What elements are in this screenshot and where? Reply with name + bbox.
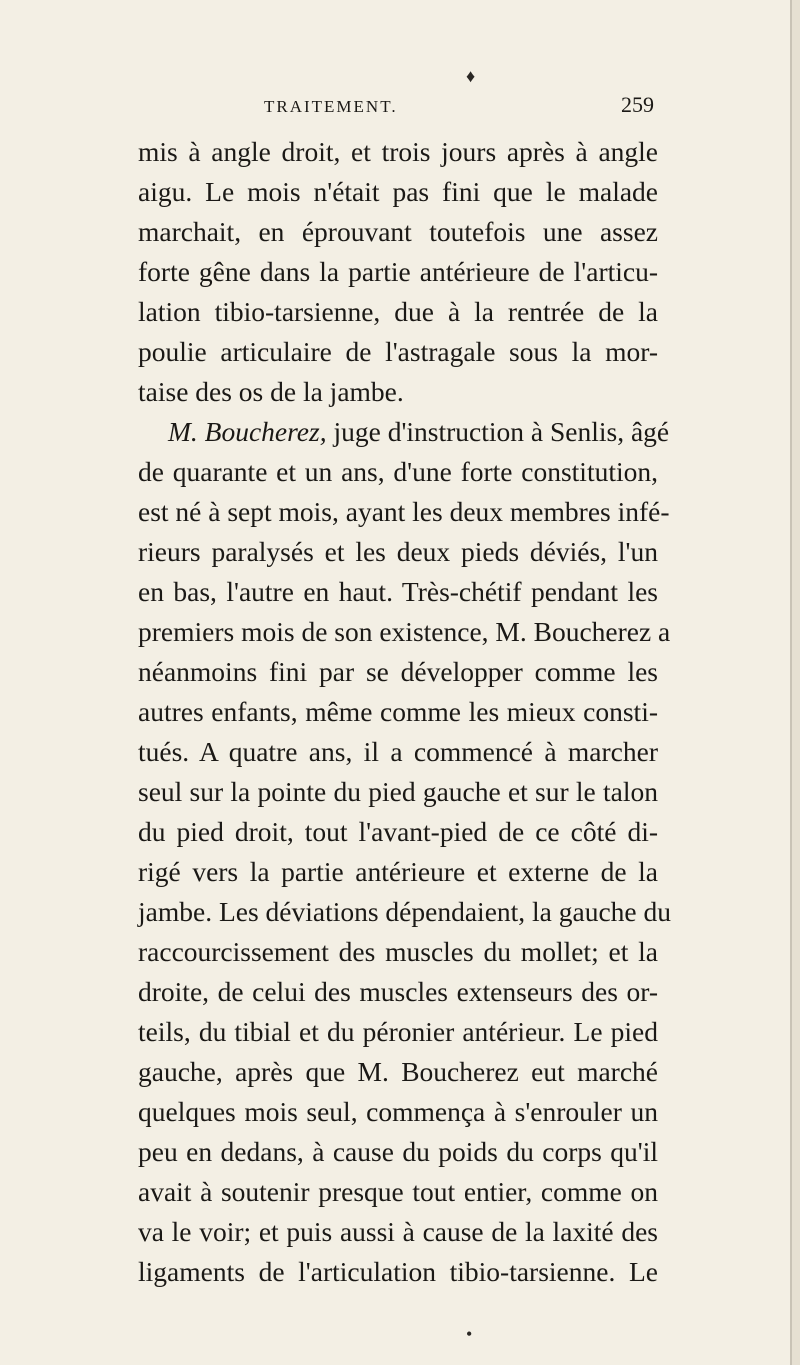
- body-text: [138, 132, 672, 1292]
- text-line: marchait, en éprouvant toutefois une assez: [138, 216, 658, 247]
- text-line: va le voir; et puis aussi à cause de la laxité des: [138, 1216, 658, 1247]
- printer-mark-bottom: •: [466, 1324, 473, 1344]
- running-head: TRAITEMENT.: [264, 97, 398, 116]
- page-number: 259: [621, 92, 654, 117]
- text-line: tués. A quatre ans, il a commencé à marcher: [138, 736, 658, 767]
- page-edge-shadow: [792, 0, 800, 1365]
- text-line: taise des os de la jambe.: [138, 376, 404, 407]
- text-line: poulie articulaire de l'astragale sous la mor-: [138, 336, 658, 367]
- text-line: rigé vers la partie antérieure et externe de la: [138, 856, 658, 887]
- text-line: premiers mois de son existence, M. Boucherez a: [138, 616, 671, 647]
- text-line: rieurs paralysés et les deux pieds déviés, l'un: [138, 536, 658, 567]
- printer-mark-top: ♦: [466, 66, 476, 86]
- text-line: du pied droit, tout l'avant-pied de ce côté di-: [138, 816, 658, 847]
- text-line: peu en dedans, à cause du poids du corps qu'il: [138, 1136, 658, 1167]
- text-line: jambe. Les déviations dépendaient, la gauche du: [138, 896, 672, 927]
- text-line-continuation: juge d'instruction à Senlis, âgé: [333, 416, 670, 447]
- text-line: néanmoins fini par se développer comme les: [138, 656, 658, 687]
- text-line: mis à angle droit, et trois jours après à angle: [138, 136, 658, 167]
- text-line: seul sur la pointe du pied gauche et sur le talon: [138, 776, 658, 807]
- text-line: lation tibio-tarsienne, due à la rentrée de la: [138, 296, 658, 327]
- text-line: ligaments de l'articulation tibio-tarsienne. Le: [138, 1256, 658, 1287]
- page-edge-line: [790, 0, 792, 1365]
- text-line: quelques mois seul, commença à s'enrouler un: [138, 1096, 658, 1127]
- text-line: teils, du tibial et du péronier antérieur. Le pied: [138, 1016, 658, 1047]
- text-line: autres enfants, même comme les mieux consti-: [138, 696, 658, 727]
- text-line: raccourcissement des muscles du mollet; et la: [138, 936, 658, 967]
- text-line: avait à soutenir presque tout entier, comme on: [138, 1176, 658, 1207]
- text-line: gauche, après que M. Boucherez eut marché: [138, 1056, 658, 1087]
- page-header: [264, 92, 654, 118]
- text-line: de quarante et un ans, d'une forte constitution,: [138, 456, 658, 487]
- text-line: droite, de celui des muscles extenseurs des or-: [138, 976, 658, 1007]
- text-line: aigu. Le mois n'était pas fini que le malade: [138, 176, 658, 207]
- text-line: forte gêne dans la partie antérieure de l'articu-: [138, 256, 658, 287]
- text-line: en bas, l'autre en haut. Très-chétif pendant les: [138, 576, 658, 607]
- case-name-italic: M. Boucherez,: [168, 416, 327, 447]
- paragraph-start-line: [138, 412, 670, 452]
- text-line: est né à sept mois, ayant les deux membres infé-: [138, 496, 670, 527]
